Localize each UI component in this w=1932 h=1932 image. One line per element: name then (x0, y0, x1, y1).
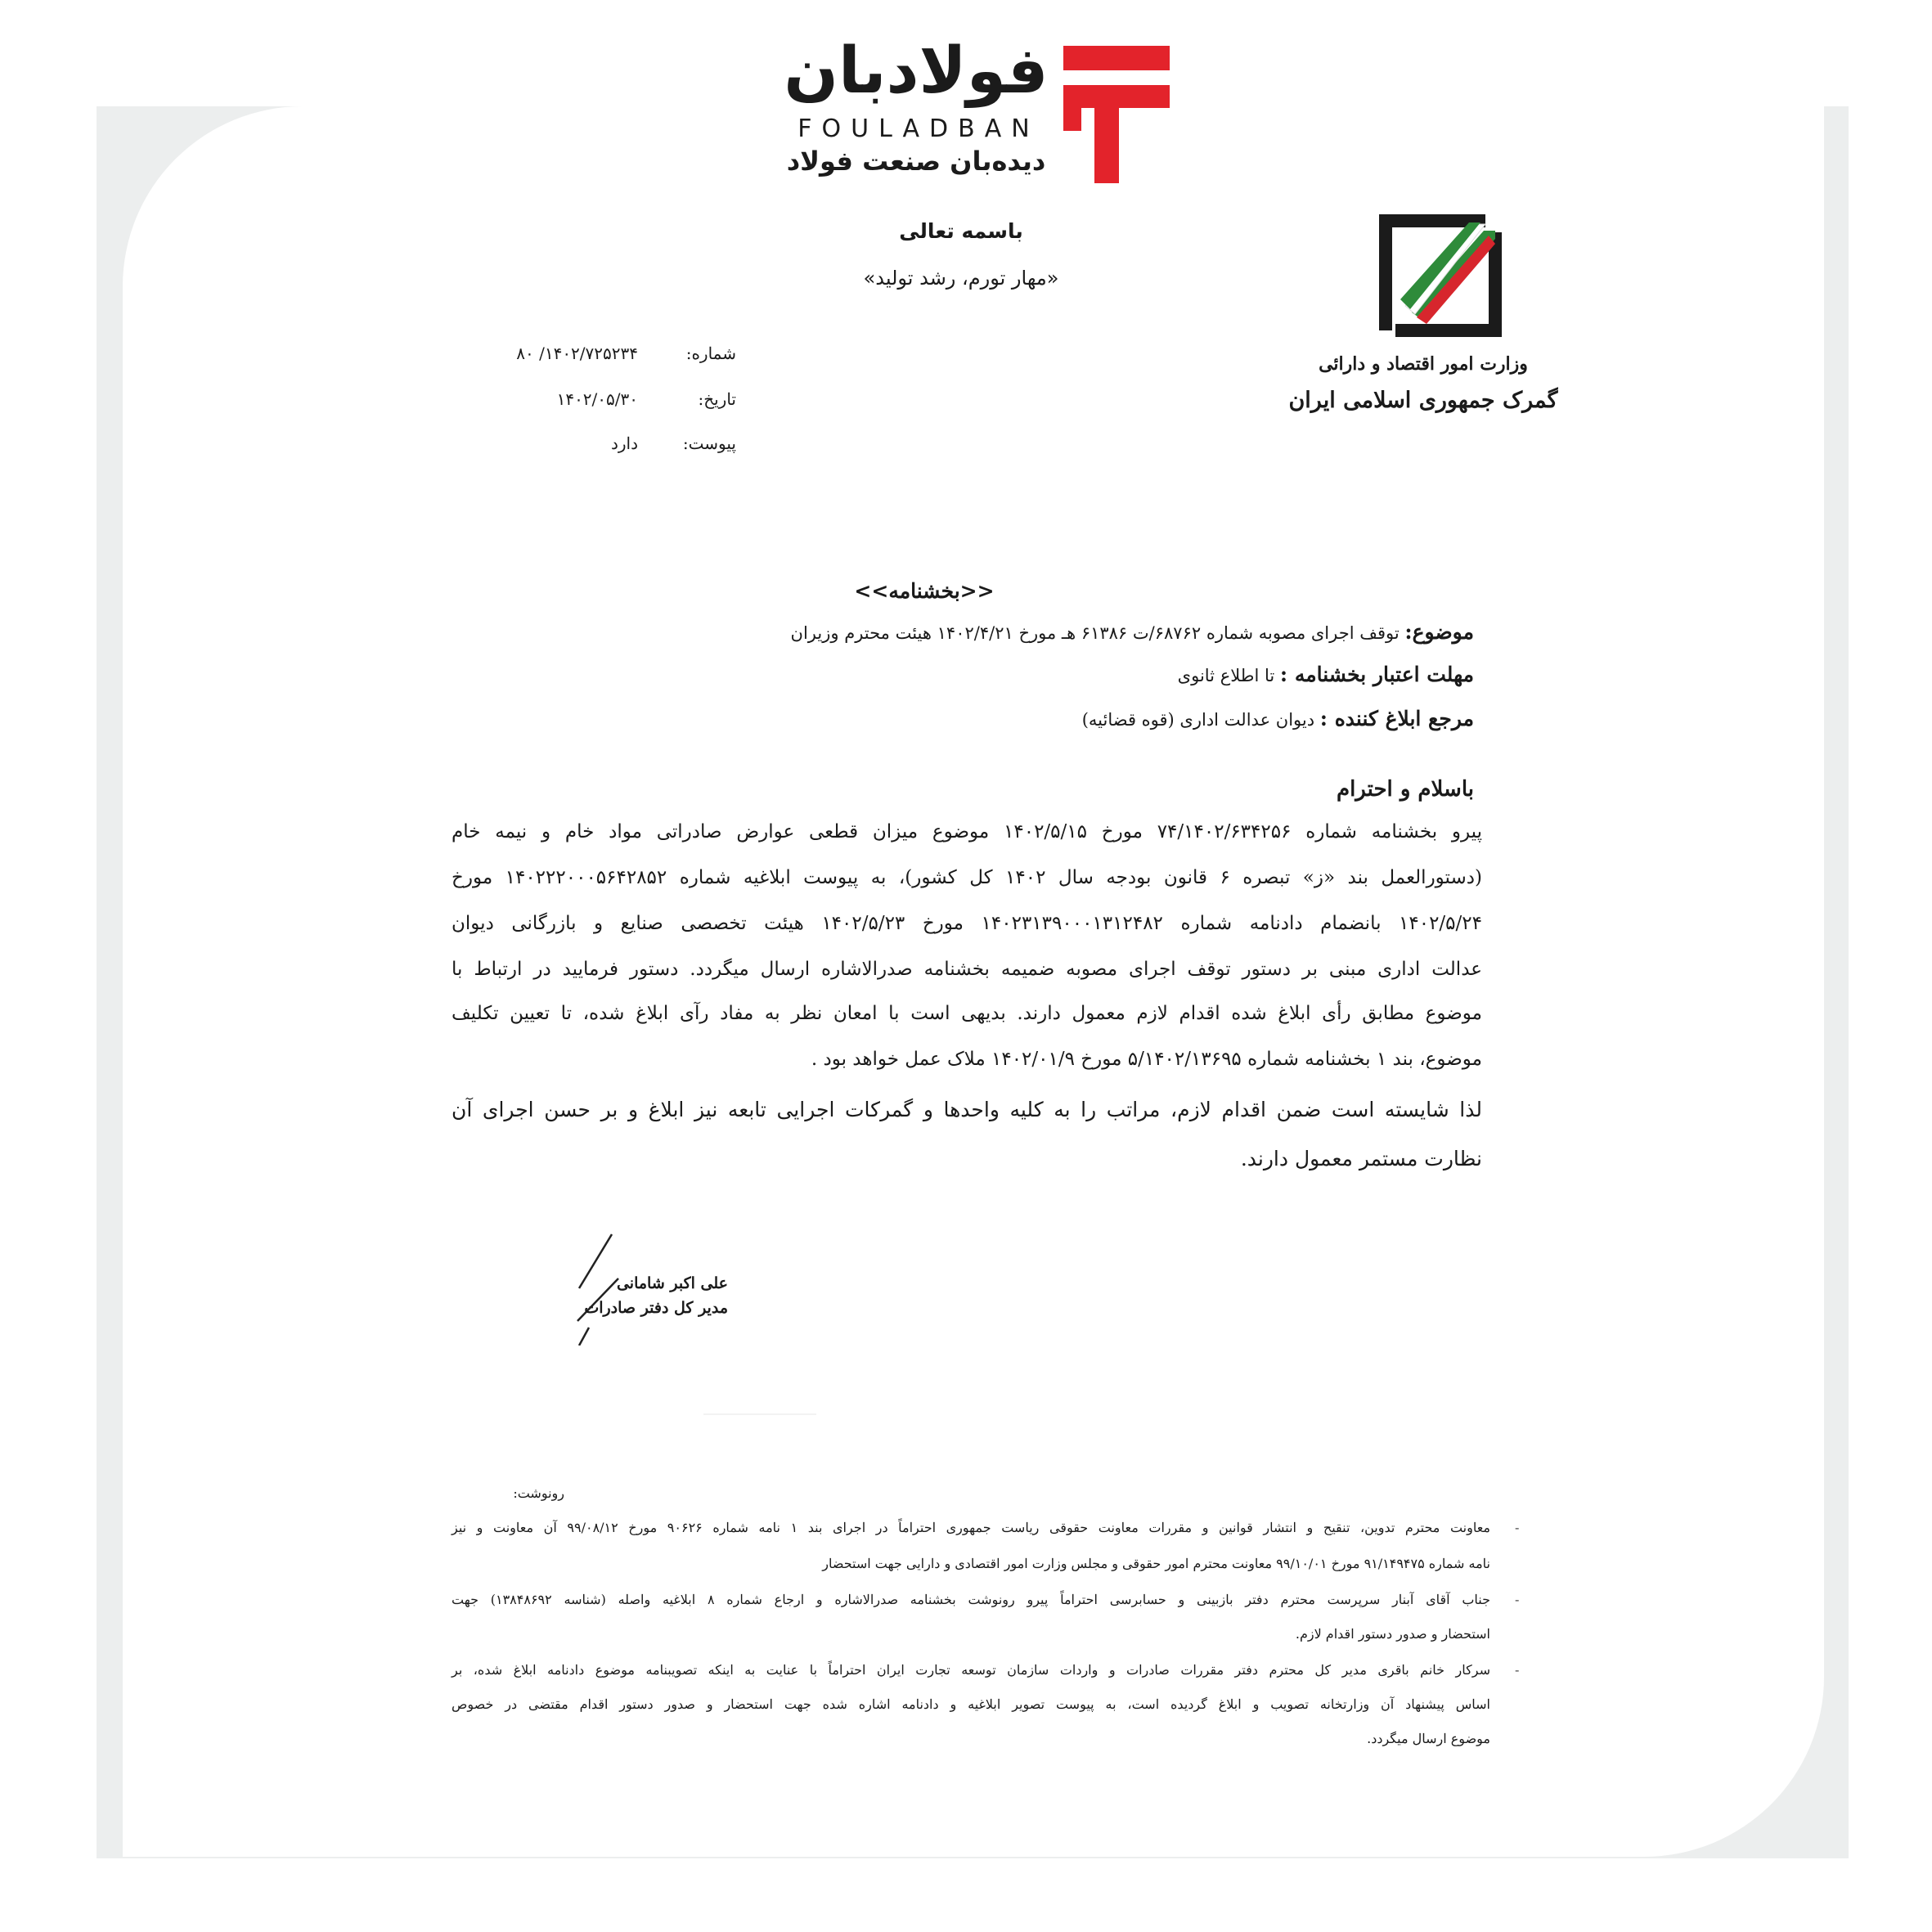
org-customs: گمرک جمهوری اسلامی ایران (1288, 388, 1558, 413)
subject-line (656, 620, 1474, 644)
cc-bullet: - (1515, 1662, 1520, 1678)
cc-line: سرکار خانم باقری مدیر کل محترم دفتر مقررات صادرات و واردات سازمان توسعه تجارت ایران احتراماً با عنایت به اینکه تصویبنامه موضوع دادنامه ابلاغ شده، بر (452, 1662, 1490, 1678)
brand-tagline: دیده‌بان صنعت فولاد (786, 146, 1046, 177)
body-line: (دستورالعمل بند «ز» تبصره ۶ قانون بودجه سال ۱۴۰۲ کل کشور)، به پیوست ابلاغیه شماره ۱۴۰۲۲۲۰۰۰۵۶۴۲۸۵۲ مورخ (452, 867, 1482, 888)
body-line: موضوع مطابق رأی ابلاغ شده اقدام لازم معمول دارند. بدیهی است با امعان نظر به مفاد رآی ابلاغ شده، تا تعیین تکلیف (452, 1003, 1482, 1024)
authority-label: مرجع ابلاغ کننده : (1319, 707, 1474, 730)
authority-text: دیوان عدالت اداری (قوه قضائیه) (1081, 710, 1315, 730)
slogan: «مهار تورم، رشد تولید» (863, 267, 1059, 290)
attachment-label: پیوست: (682, 434, 736, 453)
body-line: پیرو بخشنامه شماره ۷۴/۱۴۰۲/۶۳۴۲۵۶ مورخ ۱۴۰۲/۵/۱۵ موضوع میزان قطعی عوارض صادراتی مواد خام و نیمه خام (452, 821, 1483, 842)
closing-line: لذا شایسته است ضمن اقدام لازم، مراتب را به کلیه واحدها و گمرکات اجرایی تابعه نیز ابلاغ و بر حسن اجرای آن (452, 1098, 1482, 1121)
signer-title: مدیر کل دفتر صادرات (584, 1299, 728, 1317)
subject-label: موضوع: (1404, 620, 1474, 644)
cc-line: اساس پیشنهاد آن وزارتخانه تصویب و ابلاغ گردیده است، به پیوست تصویر ابلاغیه و دادنامه اشاره شده جهت استحضار و صدور دستور اقدام مقتضی در خصوص (452, 1696, 1491, 1712)
body-line: ۱۴۰۲/۵/۲۴ بانضمام دادنامه شماره ۱۴۰۲۳۱۳۹۰۰۰۱۳۱۲۴۸۲ مورخ ۱۴۰۲/۵/۲۳ هیئت تخصصی صنایع و بازرگانی دیوان (452, 913, 1482, 934)
validity-text: تا اطلاع ثانوی (1177, 666, 1275, 685)
date-label: تاریخ: (698, 389, 736, 409)
brand-name-fa: فولادبان (784, 34, 1049, 108)
date-value: ۱۴۰۲/۰۵/۳۰ (556, 389, 638, 409)
authority-line (656, 707, 1474, 730)
subject-text: توقف اجرای مصوبه شماره ۶۸۷۶۲/ت ۶۱۳۸۶ هـ مورخ ۱۴۰۲/۴/۲۱ هیئت محترم وزیران (790, 623, 1400, 643)
brand-name-en: FOULADBAN (798, 115, 1040, 143)
cc-line: معاونت محترم تدوین، تنقیح و انتشار قوانین و مقررات معاونت حقوقی ریاست جمهوری احتراماً در اجرای بند ۱ نامه شماره ۹۰۶۲۶ مورخ ۹۹/۰۸/۱۲ آن معاونت و نیز (452, 1520, 1491, 1535)
number-value: ۱۴۰۲/۷۲۵۲۳۴/ ۸۰ (516, 344, 638, 363)
cc-line: جناب آقای آبنار سرپرست محترم دفتر بازبینی و حسابرسی احتراماً پیرو رونوشت بخشنامه صدرالاشاره و ارجاع شماره ۸ ابلاغیه واصله (شناسه ۱۳۸۴۸۶۹۲) جهت (452, 1592, 1491, 1607)
cc-title: رونوشت: (513, 1485, 564, 1501)
cc-bullet: - (1515, 1520, 1520, 1535)
validity-label: مهلت اعتبار بخشنامه : (1279, 663, 1474, 686)
body-line: موضوع، بند ۱ بخشنامه شماره ۵/۱۴۰۲/۱۳۶۹۵ مورخ ۱۴۰۲/۰۱/۹ ملاک عمل خواهد بود . (811, 1049, 1482, 1070)
validity-line (656, 663, 1474, 686)
cc-line: موضوع ارسال میگردد. (1367, 1731, 1490, 1746)
org-ministry: وزارت امور اقتصاد و دارائی (1319, 353, 1528, 375)
customs-emblem-icon (1379, 214, 1502, 337)
attachment-value: دارد (610, 434, 638, 453)
circular-title: <<بخشنامه>> (854, 579, 995, 603)
signer-name: علی اکبر شامانی (616, 1274, 728, 1292)
cc-bullet: - (1515, 1592, 1520, 1607)
body-line: عدالت اداری مبنی بر دستور توقف اجرای مصوبه ضمیمه بخشنامه صدرالاشاره ارسال میگردد. دستور فرمایید در ارتباط با (452, 959, 1482, 980)
number-label: شماره: (685, 344, 736, 363)
cc-line: استحضار و صدور دستور اقدام لازم. (1295, 1626, 1490, 1642)
invocation: باسمه تعالی (899, 219, 1023, 243)
fouladban-logo-icon (1063, 46, 1170, 183)
greeting: باسلام و احترام (1336, 777, 1474, 802)
divider (703, 1413, 816, 1415)
closing-line: نظارت مستمر معمول دارند. (1240, 1147, 1482, 1170)
cc-line: نامه شماره ۹۱/۱۴۹۴۷۵ مورخ ۹۹/۱۰/۰۱ معاونت محترم امور حقوقی و مجلس وزارت امور اقتصادی و دارایی جهت استحضار (822, 1556, 1490, 1571)
